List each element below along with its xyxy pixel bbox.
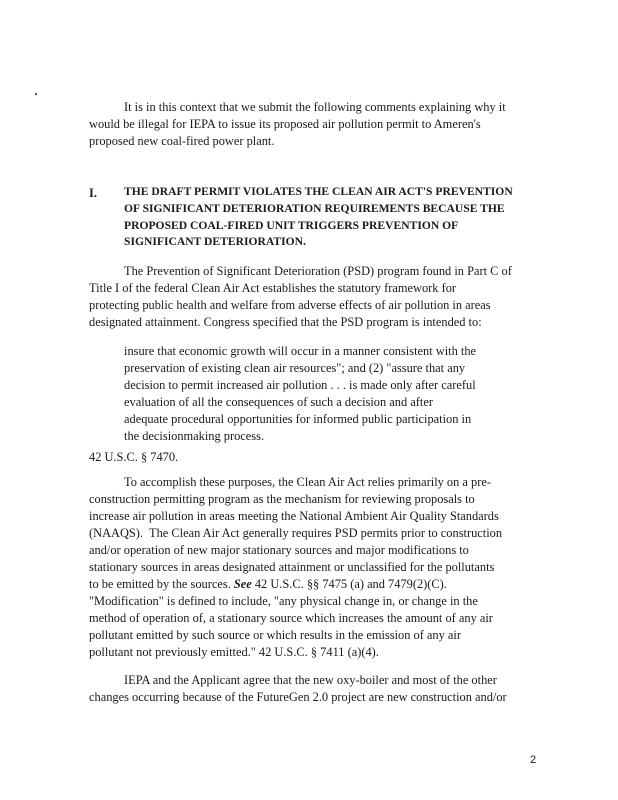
statute-citation: 42 U.S.C. § 7470. [89,450,179,464]
paragraph-two-line-9: method of operation of, a stationary source which increases the amount of any air [89,611,493,625]
paragraph-one-line-4: designated attainment. Congress specified that the PSD program is intended to: [89,315,482,329]
section-heading-line-2: OF SIGNIFICANT DETERIORATION REQUIREMENTS BECAUSE THE [124,202,505,215]
paragraph-one-line-1: The Prevention of Significant Deterioration (PSD) program found in Part C of [124,264,512,278]
block-quote-line-5: adequate procedural opportunities for informed public participation in [124,412,472,426]
paragraph-three-line-1: IEPA and the Applicant agree that the new oxy-boiler and most of the other [124,673,497,687]
section-heading-line-1: THE DRAFT PERMIT VIOLATES THE CLEAN AIR ACT'S PREVENTION [124,185,513,198]
paragraph-two-line-7-start: to be emitted by the sources. [89,577,234,591]
paragraph-two-line-7-end: 42 U.S.C. §§ 7475 (a) and 7479(2)(C). [251,577,447,591]
paragraph-three-line-2: changes occurring because of the FutureGen 2.0 project are new construction and/or [89,690,507,704]
scan-speck [35,93,37,95]
paragraph-two-line-11: pollutant not previously emitted." 42 U.S.C. § 7411 (a)(4). [89,645,379,659]
paragraph-two-line-8: "Modification" is defined to include, "any physical change in, or change in the [89,594,478,608]
section-heading-line-4: SIGNIFICANT DETERIORATION. [124,235,306,248]
paragraph-one-line-2: Title I of the federal Clean Air Act establishes the statutory framework for [89,281,457,295]
see-signal: See [233,577,252,591]
block-quote-line-1: insure that economic growth will occur in a manner consistent with the [124,344,477,358]
paragraph-two-line-4: (NAAQS). The Clean Air Act generally requires PSD permits prior to construction [89,526,503,540]
paragraph-two-line-1: To accomplish these purposes, the Clean Air Act relies primarily on a pre- [124,475,491,489]
page-number: 2 [530,754,537,766]
paragraph-two-line-7 [89,577,447,592]
block-quote-line-3: decision to permit increased air pollution . . . is made only after careful [124,378,476,392]
intro-line-2: would be illegal for IEPA to issue its proposed air pollution permit to Ameren's [89,117,481,131]
paragraph-two-line-10: pollutant emitted by such source or which results in the emission of any air [89,628,461,642]
paragraph-two-line-2: construction permitting program as the mechanism for reviewing proposals to [89,492,475,506]
paragraph-two-line-3: increase air pollution in areas meeting the National Ambient Air Quality Standards [89,509,499,523]
block-quote-line-2: preservation of existing clean air resources"; and (2) "assure that any [124,361,466,375]
paragraph-two-line-6: stationary sources in areas designated attainment or unclassified for the pollutants [89,560,495,574]
paragraph-one-line-3: protecting public health and welfare from adverse effects of air pollution in areas [89,298,491,312]
paragraph-two-line-5: and/or operation of new major stationary sources and major modifications to [89,543,469,557]
section-number: I. [89,186,97,200]
section-heading-line-3: PROPOSED COAL-FIRED UNIT TRIGGERS PREVENTION OF [124,219,459,232]
intro-line-1: It is in this context that we submit the following comments explaining why it [124,100,506,114]
block-quote-line-6: the decisionmaking process. [124,429,265,443]
intro-line-3: proposed new coal-fired power plant. [89,134,275,148]
block-quote-line-4: evaluation of all the consequences of such a decision and after [124,395,433,409]
